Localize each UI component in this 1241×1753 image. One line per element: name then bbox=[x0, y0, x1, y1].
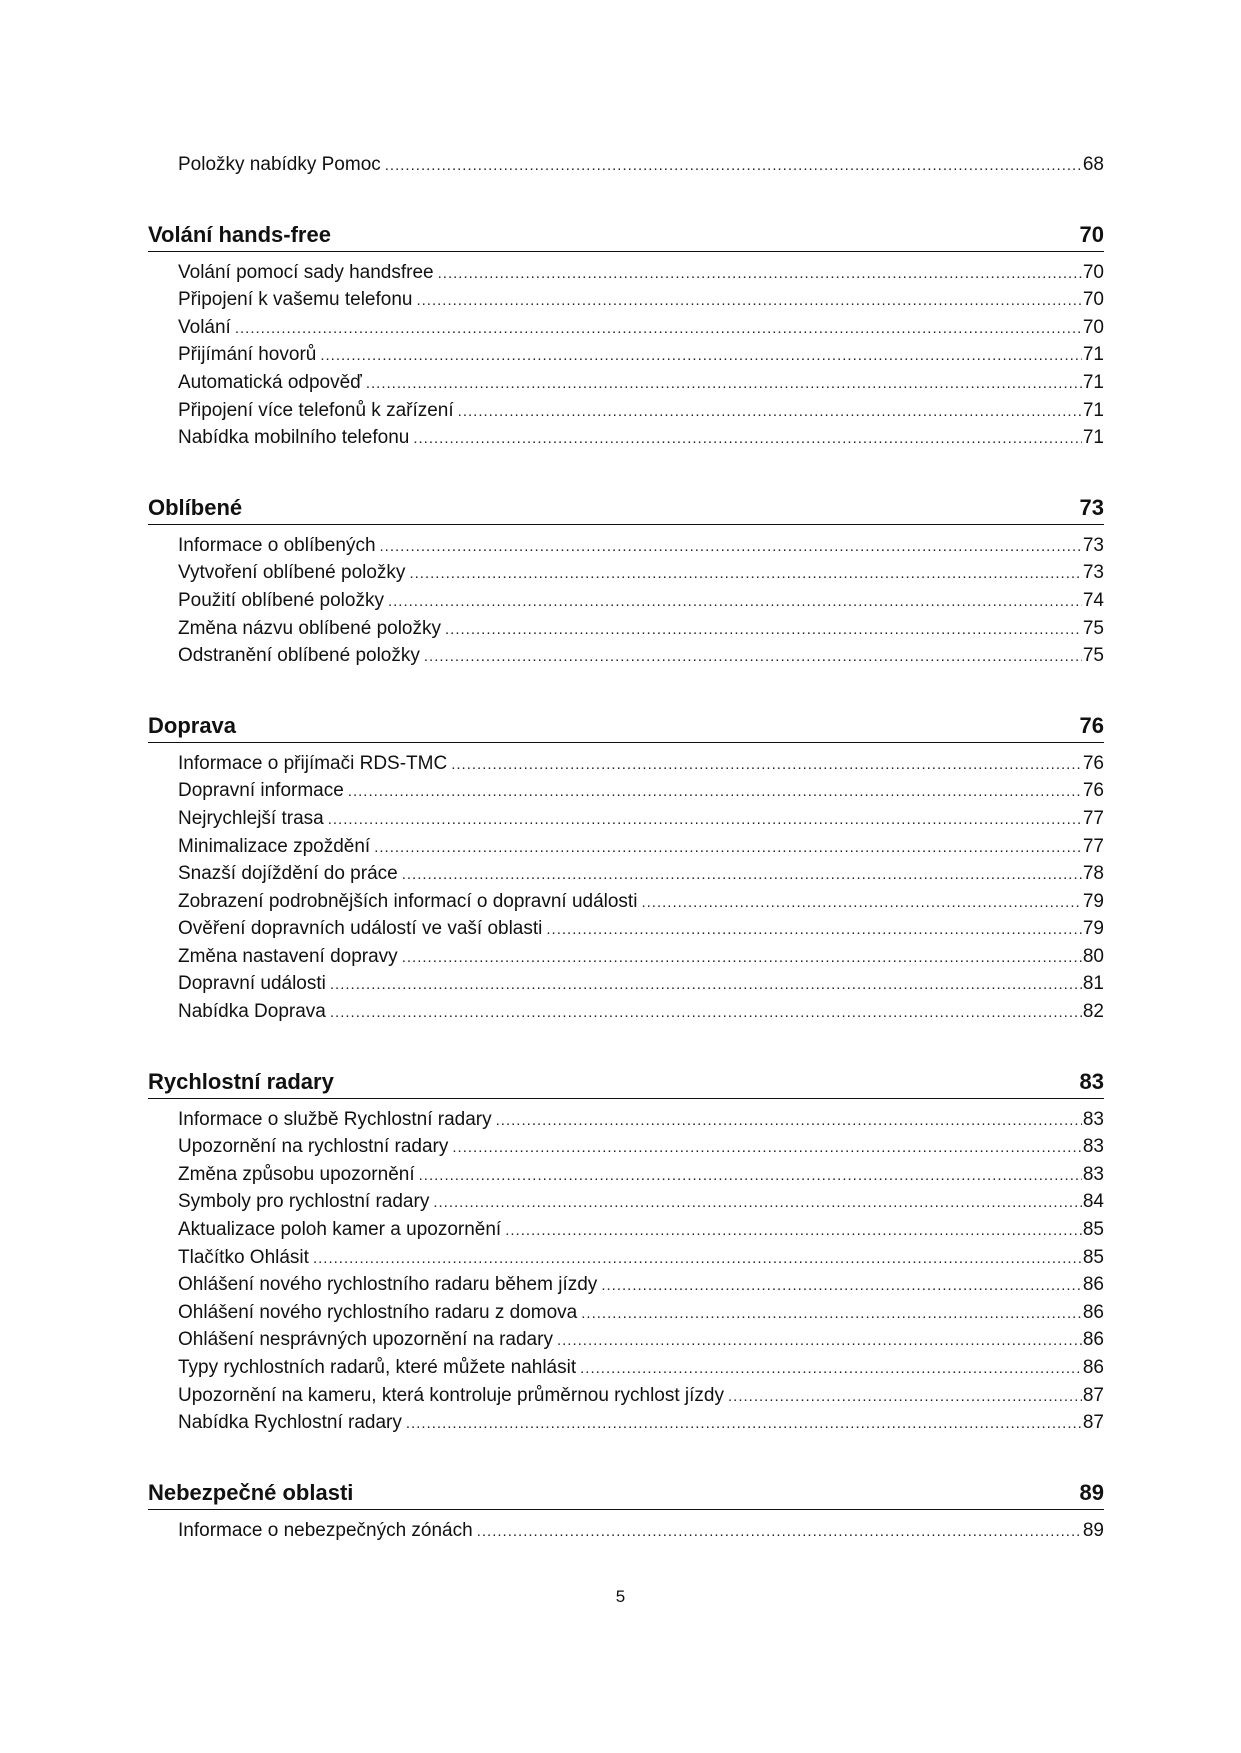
dot-leader bbox=[320, 342, 1082, 370]
toc-section bbox=[148, 218, 1104, 452]
toc-entry bbox=[148, 915, 1104, 943]
toc-entry bbox=[148, 1409, 1104, 1437]
toc-entry bbox=[148, 532, 1104, 560]
toc-entry-title: Snazší dojíždění do práce bbox=[178, 863, 398, 885]
toc-entry-page: 83 bbox=[1082, 1163, 1104, 1185]
toc-entry-title: Změna nastavení dopravy bbox=[178, 945, 398, 967]
toc-entry bbox=[148, 559, 1104, 587]
toc-entry-title: Přijímání hovorů bbox=[178, 344, 317, 366]
toc-entry-title: Nabídka Rychlostní radary bbox=[178, 1412, 402, 1434]
toc-entry-title: Připojení k vašemu telefonu bbox=[178, 289, 413, 311]
toc-entry bbox=[148, 833, 1104, 861]
toc-entry-title: Dopravní informace bbox=[178, 780, 344, 802]
toc-entry-title: Minimalizace zpoždění bbox=[178, 835, 371, 857]
toc-entry-title: Upozornění na rychlostní radary bbox=[178, 1136, 449, 1158]
toc-entry-page: 84 bbox=[1082, 1191, 1104, 1213]
toc-entry-title: Nabídka Doprava bbox=[178, 1001, 326, 1023]
dot-leader bbox=[330, 999, 1082, 1027]
toc-entry-title: Zobrazení podrobnějších informací o dopravní události bbox=[178, 890, 638, 912]
toc-entry bbox=[148, 1216, 1104, 1244]
dot-leader bbox=[366, 370, 1082, 398]
dot-leader bbox=[580, 1355, 1082, 1383]
toc-entry-page: 85 bbox=[1082, 1246, 1104, 1268]
toc-entry bbox=[148, 998, 1104, 1026]
dot-leader bbox=[601, 1272, 1082, 1300]
dot-leader bbox=[424, 643, 1082, 671]
toc-entry-page: 70 bbox=[1082, 261, 1104, 283]
toc-entry-page: 86 bbox=[1082, 1274, 1104, 1296]
section-heading-page: 73 bbox=[1079, 494, 1104, 520]
dot-leader bbox=[505, 1217, 1082, 1245]
toc-entry-page: 83 bbox=[1082, 1136, 1104, 1158]
section-heading bbox=[148, 218, 1104, 252]
toc-entry-page: 76 bbox=[1082, 752, 1104, 774]
dot-leader bbox=[438, 260, 1082, 288]
toc-entry-title: Změna způsobu upozornění bbox=[178, 1163, 415, 1185]
toc-entry-title: Ohlášení nového rychlostního radaru během jízdy bbox=[178, 1274, 598, 1296]
toc-entry-page: 71 bbox=[1082, 371, 1104, 393]
toc-entry bbox=[148, 1106, 1104, 1134]
toc-entry bbox=[148, 1326, 1104, 1354]
toc-entry-title: Odstranění oblíbené položky bbox=[178, 645, 420, 667]
dot-leader bbox=[330, 971, 1082, 999]
toc-section bbox=[148, 709, 1104, 1026]
toc-entry-title: Položky nabídky Pomoc bbox=[178, 154, 381, 175]
dot-leader bbox=[557, 1327, 1082, 1355]
toc-entry bbox=[148, 314, 1104, 342]
toc-entry-page: 86 bbox=[1082, 1329, 1104, 1351]
toc-entry-page: 73 bbox=[1082, 534, 1104, 556]
toc-entry-page: 89 bbox=[1082, 1519, 1104, 1541]
dot-leader bbox=[452, 1134, 1081, 1162]
dot-leader bbox=[458, 398, 1082, 426]
toc-entry bbox=[148, 1161, 1104, 1189]
toc-entry-title: Volání bbox=[178, 316, 231, 338]
toc-entry bbox=[148, 1382, 1104, 1410]
toc-entry-page: 70 bbox=[1082, 289, 1104, 311]
toc-entry-page: 71 bbox=[1082, 399, 1104, 421]
toc-entry-page: 75 bbox=[1082, 617, 1104, 639]
section-heading-title: Rychlostní radary bbox=[148, 1068, 334, 1094]
dot-leader bbox=[374, 834, 1082, 862]
toc-entry-title: Informace o nebezpečných zónách bbox=[178, 1519, 473, 1541]
section-heading bbox=[148, 1476, 1104, 1510]
toc-entry-page: 79 bbox=[1082, 918, 1104, 940]
toc-entry-page: 87 bbox=[1082, 1384, 1104, 1406]
dot-leader bbox=[348, 778, 1082, 806]
toc-entry bbox=[148, 777, 1104, 805]
toc-entry bbox=[148, 1188, 1104, 1216]
section-heading-page: 76 bbox=[1079, 712, 1104, 738]
toc-entry-page: 77 bbox=[1082, 807, 1104, 829]
toc-entry bbox=[148, 369, 1104, 397]
toc-entry bbox=[148, 397, 1104, 425]
dot-leader bbox=[235, 315, 1082, 343]
toc-entry-title: Upozornění na kameru, která kontroluje průměrnou rychlost jízdy bbox=[178, 1384, 724, 1406]
section-heading-page: 89 bbox=[1079, 1479, 1104, 1505]
toc-entry-page: 78 bbox=[1082, 863, 1104, 885]
toc-entry bbox=[148, 151, 1104, 179]
toc-entry-page: 85 bbox=[1082, 1219, 1104, 1241]
toc-entry-page: 73 bbox=[1082, 562, 1104, 584]
toc-entry-page: 75 bbox=[1082, 645, 1104, 667]
toc-entry bbox=[148, 341, 1104, 369]
toc-entry-page: 82 bbox=[1082, 1001, 1104, 1023]
toc-entry-title: Vytvoření oblíbené položky bbox=[178, 562, 406, 584]
dot-leader bbox=[641, 889, 1081, 917]
toc-entry-page: 83 bbox=[1082, 1108, 1104, 1130]
dot-leader bbox=[433, 1189, 1082, 1217]
toc-entry-page: 77 bbox=[1082, 835, 1104, 857]
toc-entry bbox=[148, 860, 1104, 888]
toc-entry-page: 71 bbox=[1082, 344, 1104, 366]
toc-entry bbox=[148, 1354, 1104, 1382]
dot-leader bbox=[451, 751, 1082, 779]
toc-entry-title: Informace o službě Rychlostní radary bbox=[178, 1108, 492, 1130]
section-heading-title: Oblíbené bbox=[148, 494, 243, 520]
toc-entry-page: 70 bbox=[1082, 316, 1104, 338]
dot-leader bbox=[380, 533, 1082, 561]
section-heading bbox=[148, 709, 1104, 743]
section-heading-title: Nebezpečné oblasti bbox=[148, 1479, 354, 1505]
dot-leader bbox=[313, 1245, 1082, 1273]
toc-entry-title: Ohlášení nesprávných upozornění na radary bbox=[178, 1329, 553, 1351]
toc-entry bbox=[148, 1244, 1104, 1272]
toc-entry-title: Změna názvu oblíbené položky bbox=[178, 617, 441, 639]
toc-entry-title: Volání pomocí sady handsfree bbox=[178, 261, 434, 283]
dot-leader bbox=[409, 560, 1081, 588]
dot-leader bbox=[413, 425, 1082, 453]
toc-entry bbox=[148, 1299, 1104, 1327]
toc-section bbox=[148, 1065, 1104, 1437]
toc-entry-page: 76 bbox=[1082, 780, 1104, 802]
toc-entry bbox=[148, 615, 1104, 643]
toc-entry bbox=[148, 888, 1104, 916]
dot-leader bbox=[328, 806, 1082, 834]
toc-entry bbox=[148, 642, 1104, 670]
dot-leader bbox=[445, 616, 1082, 644]
section-heading-page: 70 bbox=[1079, 221, 1104, 247]
toc-entry bbox=[148, 970, 1104, 998]
page-number: 5 bbox=[615, 1587, 626, 1606]
toc-entry-page: 80 bbox=[1082, 945, 1104, 967]
dot-leader bbox=[385, 152, 1082, 180]
toc-entry-title: Automatická odpověď bbox=[178, 371, 362, 393]
dot-leader bbox=[477, 1518, 1082, 1546]
dot-leader bbox=[581, 1300, 1082, 1328]
dot-leader bbox=[496, 1107, 1082, 1135]
toc-entry-title: Symboly pro rychlostní radary bbox=[178, 1191, 430, 1213]
toc-entry-page: 86 bbox=[1082, 1357, 1104, 1378]
toc-entry bbox=[148, 805, 1104, 833]
toc-entry-page: 79 bbox=[1082, 890, 1104, 912]
toc-section bbox=[148, 491, 1104, 670]
section-heading-title: Volání hands-free bbox=[148, 221, 331, 247]
toc-entry-title: Ověření dopravních událostí ve vaší oblasti bbox=[178, 918, 543, 940]
toc-entry-title: Informace o přijímači RDS-TMC bbox=[178, 752, 448, 774]
toc-entry-page: 86 bbox=[1082, 1301, 1104, 1323]
toc-entry bbox=[148, 286, 1104, 314]
toc-entry-page: 74 bbox=[1082, 589, 1104, 611]
toc-entry-title: Ohlášení nového rychlostního radaru z domova bbox=[178, 1301, 578, 1323]
dot-leader bbox=[419, 1162, 1082, 1190]
section-heading-title: Doprava bbox=[148, 712, 237, 738]
dot-leader bbox=[728, 1383, 1082, 1411]
section-heading bbox=[148, 1065, 1104, 1099]
table-of-contents bbox=[148, 151, 1104, 1544]
dot-leader bbox=[388, 588, 1082, 616]
toc-entry bbox=[148, 1133, 1104, 1161]
toc-entry-title: Nabídka mobilního telefonu bbox=[178, 427, 410, 449]
toc-entry-title: Tlačítko Ohlásit bbox=[178, 1246, 309, 1268]
toc-entry bbox=[148, 1517, 1104, 1545]
toc-entry-title: Informace o oblíbených bbox=[178, 534, 376, 556]
dot-leader bbox=[402, 944, 1082, 972]
toc-entry-page: 81 bbox=[1082, 973, 1104, 995]
toc-entry bbox=[148, 587, 1104, 615]
toc-entry-title: Dopravní události bbox=[178, 973, 326, 995]
toc-entry-page: 68 bbox=[1082, 154, 1104, 175]
toc-entry-title: Připojení více telefonů k zařízení bbox=[178, 399, 454, 421]
toc-entry-title: Nejrychlejší trasa bbox=[178, 807, 324, 829]
toc-entry bbox=[148, 943, 1104, 971]
toc-section bbox=[148, 1476, 1104, 1545]
toc-entry-title: Aktualizace poloh kamer a upozornění bbox=[178, 1219, 502, 1241]
toc-entry bbox=[148, 1271, 1104, 1299]
dot-leader bbox=[406, 1410, 1082, 1438]
toc-entry-title: Použití oblíbené položky bbox=[178, 589, 384, 611]
section-heading bbox=[148, 491, 1104, 525]
toc-entry bbox=[148, 750, 1104, 778]
toc-entry-page: 87 bbox=[1082, 1412, 1104, 1434]
toc-entry-page: 71 bbox=[1082, 427, 1104, 449]
section-heading-page: 83 bbox=[1079, 1068, 1104, 1094]
toc-entry-title: Typy rychlostních radarů, které můžete nahlásit bbox=[178, 1357, 577, 1378]
dot-leader bbox=[546, 916, 1081, 944]
dot-leader bbox=[402, 861, 1082, 889]
toc-entry bbox=[148, 259, 1104, 287]
dot-leader bbox=[416, 287, 1081, 315]
toc-entry bbox=[148, 424, 1104, 452]
